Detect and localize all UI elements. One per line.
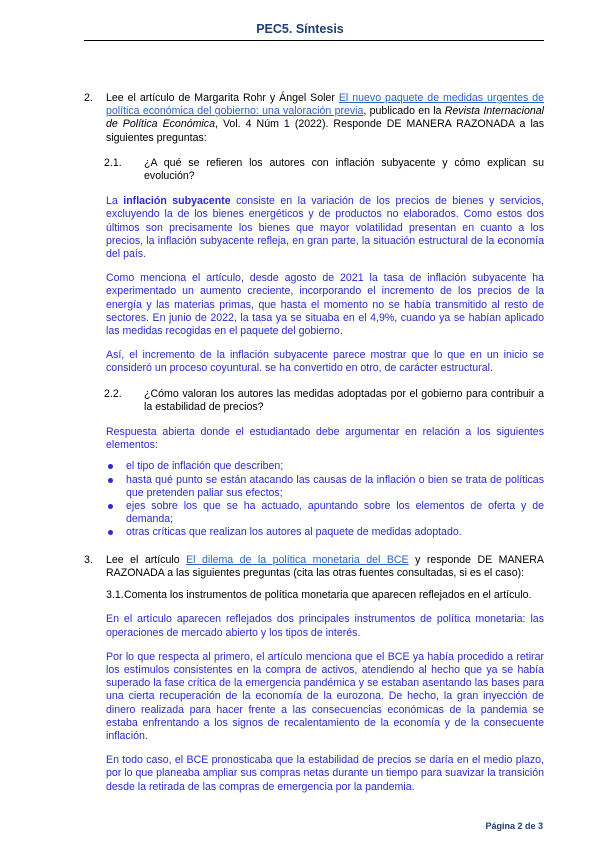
list-item (106, 526, 544, 539)
question-intro-text: , publicado en la (363, 105, 445, 118)
answer-text: La (106, 195, 124, 208)
list-item-text: hasta qué punto se están atacando las causas de la inflación o bien se trata de políticas que pretenden paliar sus efectos; (126, 473, 544, 499)
list-item (106, 500, 544, 526)
list-item-text: otras críticas que realizan los autores al paquete de medidas adoptado. (126, 526, 462, 539)
question-intro-text: Lee el artículo (106, 553, 187, 566)
page-header-title: PEC5. Síntesis (256, 22, 344, 36)
question-intro-text: y responde DE MANERA RAZONADA a las siguientes preguntas (cita las otras fuentes consultadas, si es el caso): (106, 553, 544, 579)
answer-bold-term: inflación subyacente (123, 195, 231, 208)
answer-paragraph (84, 195, 544, 261)
list-item-text: el tipo de inflación que describen; (126, 460, 284, 473)
subquestion-number: 2.1. (104, 156, 122, 169)
answer-paragraph: En todo caso, el BCE pronosticaba que la estabilidad de precios se daría en el medio plazo, por lo que planeaba ampliar sus compras netas durante un tiempo para suavizar la transición desde la retirada de las compras de emergencia por la pandemia. (106, 754, 544, 793)
list-item (106, 474, 544, 500)
bullet-icon (108, 478, 113, 483)
subquestion-text: ¿A qué se refieren los autores con inflación subyacente y cómo explican su evolución? (144, 156, 544, 183)
subquestion-3-1 (84, 589, 544, 602)
list-item-text: ejes sobre los que se ha actuado, apuntando sobre los elementos de oferta y de demanda; (126, 500, 544, 526)
journal-name: Revista Internacional de Política Económica (106, 105, 544, 131)
subquestion-number: 2.2. (104, 387, 122, 400)
answer-paragraph: Por lo que respecta al primero, el artículo menciona que el BCE ya había procedido a retirar los estímulos consistentes en la compra de activos, atendiendo al hecho que ya se había superado la fase crítica de la emergencia pandémica y se estaban asentando las bases para una cierta recuperación de la economía de la eurozona. De hecho, la gran inyección de dinero realizada para hacer frente a las consecuencias económicas de la pandemia se estaba enfrentando a los signos de recalentamiento de la economía y de la consecuente inflación. (106, 650, 544, 742)
question-2 (84, 92, 544, 145)
question-number: 3. (84, 553, 93, 566)
answer-paragraph: Así, el incremento de la inflación subyacente parece mostrar que lo que en un inicio se consideró un proceso coyuntural. se ha convertido en otro, de carácter estructural. (106, 349, 544, 375)
answer-bullet-list (84, 460, 544, 539)
answer-paragraph: Como menciona el artículo, desde agosto de 2021 la tasa de inflación subyacente ha experimentado un aumento creciente, incorporando el incremento de los precios de la energía y las materias primas, que hasta el momento no se había transmitido al resto de sectores. En junio de 2022, la tasa ya se situaba en el 4,9%, cuando ya se habían aplicado las medidas recogidas en el paquete del gobierno. (106, 272, 544, 338)
document-body (84, 80, 544, 794)
header-divider (84, 40, 544, 41)
article-link[interactable]: El nuevo paquete de medidas urgentes de política económica del gobierno: una valoración previa (106, 92, 544, 118)
bullet-icon (108, 530, 113, 535)
question-intro-text: , Vol. 4 Núm 1 (2022). Responde DE MANERA RAZONADA a las siguientes preguntas: (106, 118, 544, 144)
list-item (106, 460, 544, 473)
bullet-icon (108, 504, 113, 509)
subquestion-text: ¿Cómo valoran los autores las medidas adoptadas por el gobierno para contribuir a la estabilidad de precios? (144, 387, 544, 413)
answer-text: consiste en la variación de los precios de bienes y servicios, excluyendo la de los bienes energéticos y de productos no elaborados. Como estos dos últimos son precisamente los bienes que mayor volatilidad presentan en cuanto a los precios, la inflación subyacente refleja, en gran parte, la situación estructural de la economía del país. (106, 195, 544, 261)
bullet-icon (108, 464, 113, 469)
subquestion-text: Comenta los instrumentos de política monetaria que aparecen reflejados en el artículo. (124, 589, 532, 602)
article-link[interactable]: El dilema de la política monetaria del BCE (186, 553, 409, 566)
question-number: 2. (84, 92, 93, 104)
answer-paragraph: En el artículo aparecen reflejados dos principales instrumentos de política monetaria: las operaciones de mercado abierto y los tipos de interés. (106, 613, 544, 639)
subquestion-2-1 (84, 157, 544, 183)
subquestion-2-2 (84, 388, 544, 414)
question-3 (84, 554, 544, 580)
question-intro-text: Lee el artículo de Margarita Rohr y Ángel Soler (106, 92, 339, 104)
answer-paragraph: Respuesta abierta donde el estudiantado debe argumentar en relación a los siguientes elementos: (106, 426, 544, 452)
page-number: Página 2 de 3 (485, 821, 543, 831)
subquestion-number: 3.1. (106, 589, 124, 602)
